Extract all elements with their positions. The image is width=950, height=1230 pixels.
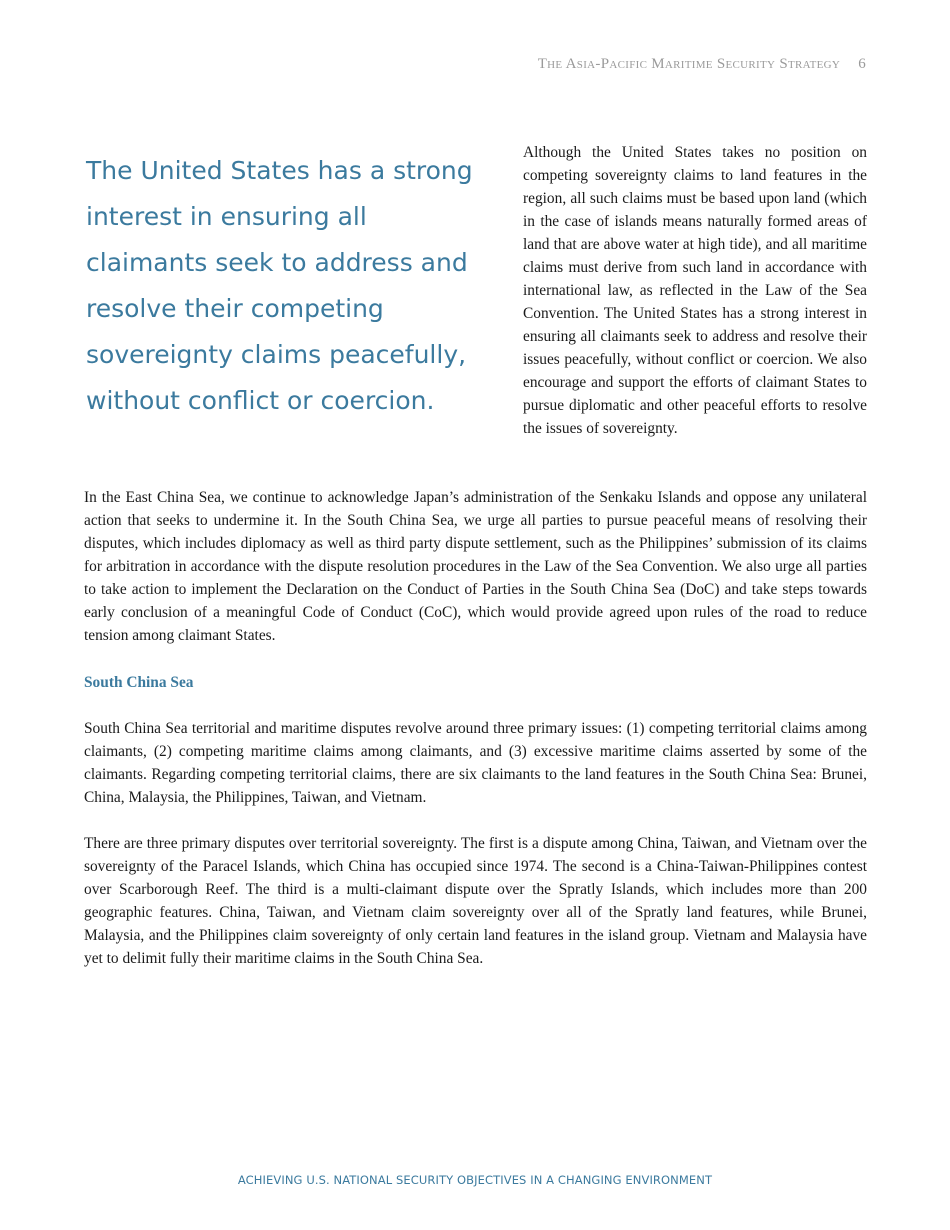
header-title: The Asia-Pacific Maritime Security Strategy bbox=[537, 56, 841, 72]
page-number: 6 bbox=[858, 56, 866, 72]
running-footer: ACHIEVING U.S. NATIONAL SECURITY OBJECTIVES IN A CHANGING ENVIRONMENT bbox=[237, 1173, 713, 1187]
paragraph-territorial-sovereignty: There are three primary disputes over territorial sovereignty. The first is a dispute among China, Taiwan, and Vietnam over the sovereignty of the Paracel Islands, which China has occupied since 1974. The second is a China-Taiwan-Philippines contest over Scarborough Reef. The third is a multi-claimant dispute over the Spratly Islands, which includes more than 200 geographic features. China, Taiwan, and Vietnam claim sovereignty over all of the Spratly land features, while Brunei, Malaysia, and the Philippines claim sovereignty of only certain land features in the island group. Vietnam and Malaysia have yet to delimit fully their maritime claims in the South China Sea. bbox=[84, 835, 867, 967]
paragraph-disputes-overview: South China Sea territorial and maritime disputes revolve around three primary issues: (1) competing territorial claims among claimants, (2) competing maritime claims among claimants, and (3) excessive maritime claims asserted by some of the claimants. Regarding competing territorial claims, there are six claimants to the land features in the South China Sea: Brunei, China, Malaysia, the Philippines, Taiwan, and Vietnam. bbox=[84, 720, 867, 806]
paragraph-east-china-sea: In the East China Sea, we continue to acknowledge Japan’s administration of the Senkaku Islands and oppose any unilateral action that seeks to undermine it. In the South China Sea, we urge all parties to pursue peaceful means of resolving their disputes, which includes diplomacy as well as third party dispute settlement, such as the Philippines’ submission of its claims for arbitration in accordance with the dispute resolution procedures in the Law of the Sea Convention. We also urge all parties to take action to implement the Declaration on the Conduct of Parties in the South China Sea (DoC) and take steps towards early conclusion of a meaningful Code of Conduct (CoC), which would provide agreed upon rules of the road to reduce tension among claimant States. bbox=[84, 489, 867, 644]
pull-quote: The United States has a strong interest in ensuring all claimants seek to address and resolve their competing sovereignty claims peacefully, without conflict or coercion. bbox=[86, 156, 473, 415]
side-column-paragraph: Although the United States takes no position on competing sovereignty claims to land features in the region, all such claims must be based upon land (which in the case of islands means naturally formed areas of land that are above water at high tide), and all maritime claims must derive from such land in accordance with international law, as reflected in the Law of the Sea Convention. The United States has a strong interest in ensuring all claimants seek to address and resolve their issues peacefully, without conflict or coercion. We also encourage and support the efforts of claimant States to pursue diplomatic and other peaceful efforts to resolve the issues of sovereignty. bbox=[523, 144, 867, 437]
running-header bbox=[538, 56, 866, 73]
section-heading: South China Sea bbox=[84, 674, 194, 691]
